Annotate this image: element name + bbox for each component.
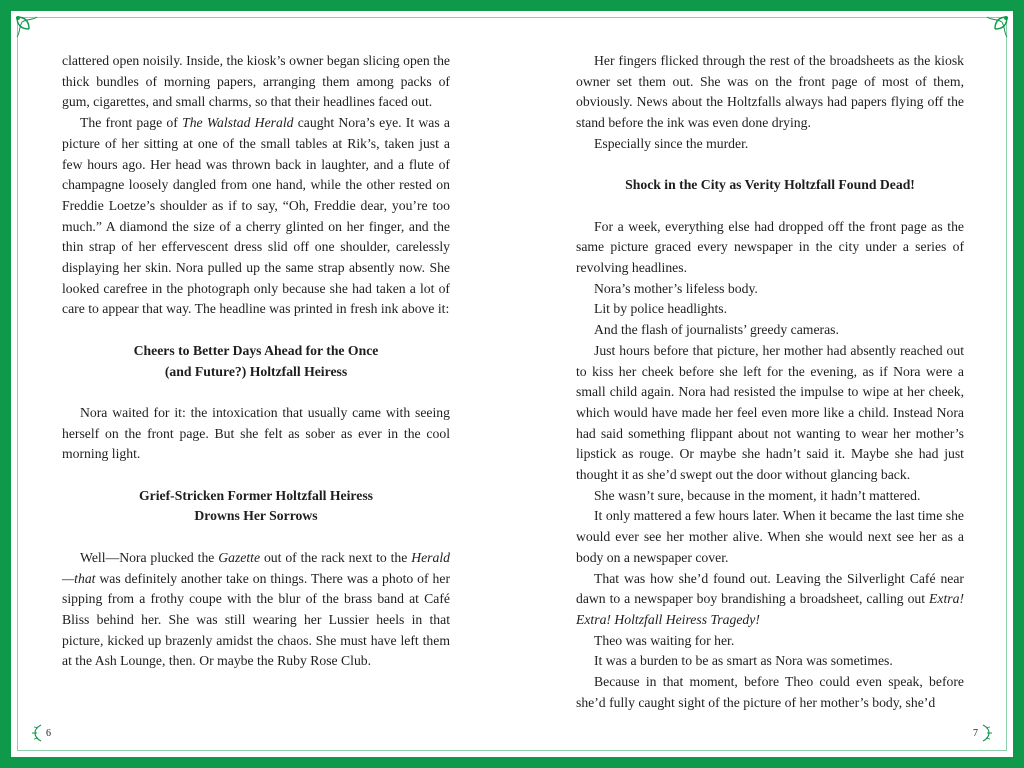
paragraph: For a week, everything else had dropped off the front page as the same picture graced every newspaper in the city under a series of revolving headlines.: [576, 218, 964, 275]
paragraph: Especially since the murder.: [594, 135, 749, 151]
paragraph: Her fingers flicked through the rest of the broadsheets as the kiosk owner set them out. She was on the front page of most of them, obviously. News about the Holtzfalls always had papers flying off the stand before the ink was even done drying.: [576, 53, 964, 131]
paragraph: It was a burden to be as smart as Nora was sometimes.: [594, 653, 893, 669]
vine-ornament-icon: [981, 723, 995, 743]
paragraph: It only mattered a few hours later. When it became the last time she would ever see her mother alive. When she would next see her as a body on a newspaper cover.: [576, 508, 964, 565]
paragraph: Nora waited for it: the intoxication that usually came with seeing herself on the front page. But she felt as sober as ever in the cool morning light.: [62, 404, 450, 462]
paragraph: She wasn’t sure, because in the moment, it hadn’t mattered.: [594, 487, 921, 503]
left-page: [62, 51, 450, 672]
paragraph: Nora’s mother’s lifeless body.: [594, 280, 758, 296]
paragraph: Because in that moment, before Theo could even speak, before she’d fully caught sight of the picture of her mother’s body, she’d: [576, 674, 964, 710]
corner-flourish-icon: [977, 13, 1011, 47]
newspaper-title: The Walstad Herald: [182, 115, 294, 131]
right-page: [576, 51, 964, 713]
paragraph: Theo was waiting for her.: [594, 632, 735, 648]
paragraph: clattered open noisily. Inside, the kiosk’s owner began slicing open the thick bundles of morning papers, arranging them among packs of gum, cigarettes, and small charms, so that their headlines faced out.: [62, 53, 450, 110]
corner-flourish-icon: [13, 13, 47, 47]
paragraph: And the flash of journalists’ greedy cameras.: [594, 322, 839, 338]
paragraph: Lit by police headlights.: [594, 301, 728, 317]
newspaper-headline: Grief-Stricken Former Holtzfall Heiress Drowns Her Sorrows: [138, 487, 373, 524]
paragraph: Just hours before that picture, her mother had absently reached out to kiss her cheek before she left for the evening, as if Nora were a small child again. Nora had resisted the impulse to wipe at her cheek, which would have made her feel even more like a child. Instead Nora had said something flippant about not wanting to wear her mother’s lipstick as rouge. Or maybe she hadn’t said it. Maybe she had just thought it as she’d swept out the door without glancing back.: [576, 342, 964, 483]
book-spread: [11, 11, 1013, 757]
paragraph: That was how she’d found out. Leaving the Silverlight Café near dawn to a newspaper boy brandishing a broadsheet, calling out Extra! Extra! Holtzfall Heiress Tragedy!: [576, 570, 965, 627]
newspaper-headline: Cheers to Better Days Ahead for the Once (and Future?) Holtzfall Heiress: [133, 342, 379, 379]
page-number-left: 6: [29, 723, 51, 743]
page-number-right: 7: [973, 723, 995, 743]
vine-ornament-icon: [29, 723, 43, 743]
paragraph: The front page of The Walstad Herald caught Nora’s eye. It was a picture of her sitting at one of the small tables at Rik’s, taken just a few hours ago. Her head was thrown back in laughter, and a flute of champagne loosely dangled from one hand, while the other rested on Freddie Loetze’s shoulder as if to say, “Oh, Freddie dear, you’re too much.” A diamond the size of a cherry glinted on her finger, and the thin strap of her effervescent dress slid off one shoulder, carelessly displaying her skin. Nora pulled up the same strap absently now. She looked carefree in the photograph only because she had taken a lot of care to appear that way. The headline was printed in fresh ink above it:: [62, 115, 450, 317]
newspaper-headline: Shock in the City as Verity Holtzfall Found Dead!: [625, 177, 915, 193]
paragraph: Well—Nora plucked the Gazette out of the rack next to the Herald—that was definitely another take on things. There was a photo of her sipping from a frothy coupe with the blur of the brass band at Café Bliss behind her. She was still wearing her Lussier heels in that picture, kicked up brazenly amidst the chaos. She must have left them at the Ash Lounge, then. Or maybe the Ruby Rose Club.: [62, 549, 450, 669]
